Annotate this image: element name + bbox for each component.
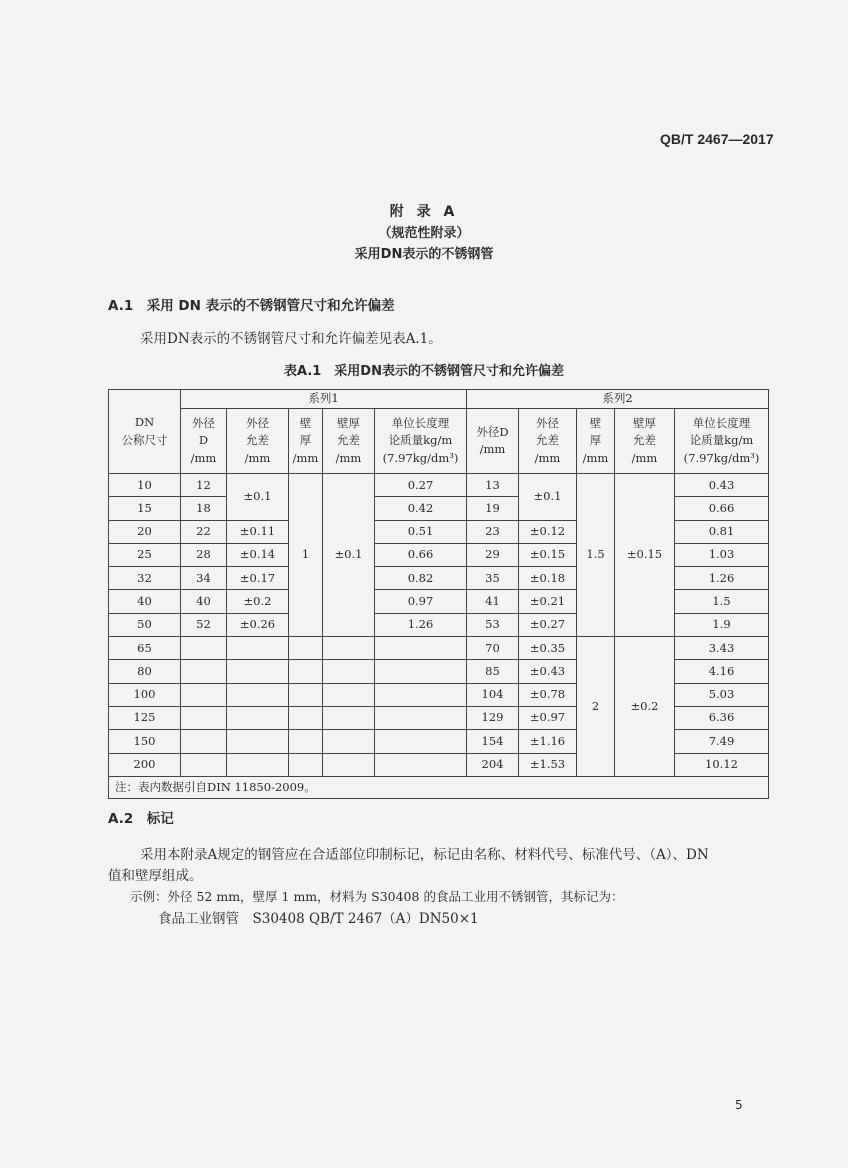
- cell-s1-tol: ±0.2: [227, 590, 289, 613]
- example-intro: 示例：外径 52 mm，壁厚 1 mm，材料为 S30408 的食品工业用不锈钢管，其标记为：: [130, 889, 624, 904]
- cell-s2-wall-tol: ±0.15: [615, 474, 675, 637]
- cell-s2-od: 104: [467, 683, 519, 706]
- header-s1-od: 外径 D /mm: [181, 409, 227, 474]
- header-s2-od: 外径D /mm: [467, 409, 519, 474]
- cell-empty: [375, 637, 467, 660]
- cell-s2-tol: ±0.18: [519, 567, 577, 590]
- cell-s2-tol: ±0.15: [519, 543, 577, 566]
- cell-empty: [181, 660, 227, 683]
- cell-dn: 20: [109, 520, 181, 543]
- cell-dn: 65: [109, 637, 181, 660]
- cell-s1-mass: 0.97: [375, 590, 467, 613]
- cell-s2-tol: ±0.78: [519, 683, 577, 706]
- cell-s1-wall-tol: ±0.1: [323, 474, 375, 637]
- appendix-title: 附 录 A: [389, 204, 459, 220]
- section-a1-text: 采用DN表示的不锈钢管尺寸和允许偏差见表A.1。: [140, 331, 442, 347]
- cell-s2-tol: ±0.21: [519, 590, 577, 613]
- cell-s2-tol: ±0.43: [519, 660, 577, 683]
- cell-empty: [323, 637, 375, 660]
- cell-empty: [375, 753, 467, 776]
- cell-s1-tol: ±0.14: [227, 543, 289, 566]
- cell-empty: [181, 706, 227, 729]
- cell-dn: 25: [109, 543, 181, 566]
- cell-s2-tol: ±0.97: [519, 706, 577, 729]
- cell-s2-tol: ±0.12: [519, 520, 577, 543]
- standard-number: QB/T 2467—2017: [660, 131, 774, 147]
- header-s1-wall-tol: 壁厚 允差 /mm: [323, 409, 375, 474]
- cell-empty: [323, 660, 375, 683]
- cell-s1-od: 22: [181, 520, 227, 543]
- table-row: [109, 474, 769, 497]
- cell-s2-mass: 5.03: [675, 683, 769, 706]
- cell-s2-od: 85: [467, 660, 519, 683]
- cell-s2-wall: 1.5: [577, 474, 615, 637]
- cell-s2-mass: 3.43: [675, 637, 769, 660]
- cell-empty: [375, 730, 467, 753]
- cell-empty: [227, 706, 289, 729]
- cell-empty: [323, 683, 375, 706]
- cell-s2-tol: ±0.1: [519, 474, 577, 521]
- cell-s1-mass: 0.51: [375, 520, 467, 543]
- example-mark: 食品工业钢管 S30408 QB/T 2467（A）DN50×1: [158, 911, 479, 927]
- cell-s2-mass: 1.5: [675, 590, 769, 613]
- table-caption: 表A.1 采用DN表示的不锈钢管尺寸和允许偏差: [284, 364, 564, 379]
- cell-dn: 100: [109, 683, 181, 706]
- cell-s1-od: 40: [181, 590, 227, 613]
- appendix-type: （规范性附录）: [378, 226, 470, 241]
- cell-empty: [227, 637, 289, 660]
- cell-s2-mass: 1.26: [675, 567, 769, 590]
- header-series2: 系列2: [467, 390, 769, 409]
- header-s2-mass: 单位长度理 论质量kg/m (7.97kg/dm³): [675, 409, 769, 474]
- cell-dn: 200: [109, 753, 181, 776]
- section-a2-text-line2: 值和壁厚组成。: [108, 868, 203, 884]
- cell-empty: [181, 637, 227, 660]
- cell-empty: [227, 660, 289, 683]
- cell-empty: [289, 706, 323, 729]
- cell-dn: 150: [109, 730, 181, 753]
- cell-s2-tol: ±1.16: [519, 730, 577, 753]
- cell-dn: 32: [109, 567, 181, 590]
- header-s2-wall-tol: 壁厚 允差 /mm: [615, 409, 675, 474]
- cell-s2-od: 204: [467, 753, 519, 776]
- cell-s2-od: 154: [467, 730, 519, 753]
- cell-s2-mass: 0.43: [675, 474, 769, 497]
- section-a2-heading: A.2 标记: [108, 811, 174, 827]
- cell-dn: 50: [109, 613, 181, 636]
- cell-s2-mass: 4.16: [675, 660, 769, 683]
- cell-s1-od: 34: [181, 567, 227, 590]
- cell-s2-tol: ±1.53: [519, 753, 577, 776]
- cell-s2-od: 129: [467, 706, 519, 729]
- cell-empty: [181, 753, 227, 776]
- table-note: 注：表内数据引自DIN 11850-2009。: [109, 777, 769, 799]
- cell-s1-od: 18: [181, 497, 227, 520]
- cell-empty: [227, 730, 289, 753]
- cell-empty: [323, 753, 375, 776]
- cell-empty: [289, 683, 323, 706]
- cell-s2-od: 13: [467, 474, 519, 497]
- cell-empty: [181, 730, 227, 753]
- dimension-table: [108, 389, 769, 799]
- cell-s2-od: 19: [467, 497, 519, 520]
- cell-s1-mass: 0.82: [375, 567, 467, 590]
- cell-s1-mass: 0.42: [375, 497, 467, 520]
- header-dn: DN 公称尺寸: [109, 390, 181, 474]
- cell-empty: [323, 730, 375, 753]
- cell-dn: 80: [109, 660, 181, 683]
- cell-empty: [181, 683, 227, 706]
- cell-empty: [289, 637, 323, 660]
- cell-empty: [227, 683, 289, 706]
- cell-s2-mass: 1.03: [675, 543, 769, 566]
- section-a2-text-line1: 采用本附录A规定的钢管应在合适部位印制标记，标记由名称、材料代号、标准代号、（A）、DN: [140, 847, 709, 863]
- cell-empty: [289, 660, 323, 683]
- cell-s2-od: 29: [467, 543, 519, 566]
- cell-empty: [289, 753, 323, 776]
- header-s1-mass: 单位长度理 论质量kg/m (7.97kg/dm³): [375, 409, 467, 474]
- cell-s2-od: 35: [467, 567, 519, 590]
- table-row: [109, 637, 769, 660]
- cell-s2-mass: 7.49: [675, 730, 769, 753]
- cell-empty: [375, 660, 467, 683]
- cell-s1-od: 12: [181, 474, 227, 497]
- cell-dn: 15: [109, 497, 181, 520]
- cell-s2-od: 70: [467, 637, 519, 660]
- cell-s2-mass: 10.12: [675, 753, 769, 776]
- cell-dn: 10: [109, 474, 181, 497]
- header-s1-wall: 壁 厚 /mm: [289, 409, 323, 474]
- cell-s1-tol: ±0.26: [227, 613, 289, 636]
- header-s1-od-tol: 外径 允差 /mm: [227, 409, 289, 474]
- cell-s1-mass: 0.27: [375, 474, 467, 497]
- cell-s1-mass: 1.26: [375, 613, 467, 636]
- appendix-name: 采用DN表示的不锈钢管: [354, 247, 494, 262]
- page-number: 5: [735, 1098, 743, 1112]
- header-s2-wall: 壁 厚 /mm: [577, 409, 615, 474]
- cell-s2-tol: ±0.27: [519, 613, 577, 636]
- cell-empty: [289, 730, 323, 753]
- cell-empty: [375, 706, 467, 729]
- header-series1: 系列1: [181, 390, 467, 409]
- cell-empty: [375, 683, 467, 706]
- cell-s1-tol: ±0.1: [227, 474, 289, 521]
- cell-s2-mass: 6.36: [675, 706, 769, 729]
- cell-dn: 40: [109, 590, 181, 613]
- cell-s2-wall-tol: ±0.2: [615, 637, 675, 777]
- cell-s1-mass: 0.66: [375, 543, 467, 566]
- cell-empty: [323, 706, 375, 729]
- cell-empty: [227, 753, 289, 776]
- cell-s1-od: 28: [181, 543, 227, 566]
- cell-s1-wall: 1: [289, 474, 323, 637]
- section-a1-heading: A.1 采用 DN 表示的不锈钢管尺寸和允许偏差: [108, 298, 395, 314]
- cell-s2-od: 41: [467, 590, 519, 613]
- header-s2-od-tol: 外径 允差 /mm: [519, 409, 577, 474]
- cell-s2-mass: 1.9: [675, 613, 769, 636]
- cell-s2-od: 23: [467, 520, 519, 543]
- cell-s1-tol: ±0.11: [227, 520, 289, 543]
- cell-s1-tol: ±0.17: [227, 567, 289, 590]
- cell-s2-tol: ±0.35: [519, 637, 577, 660]
- cell-s2-mass: 0.81: [675, 520, 769, 543]
- cell-dn: 125: [109, 706, 181, 729]
- cell-s1-od: 52: [181, 613, 227, 636]
- cell-s2-mass: 0.66: [675, 497, 769, 520]
- cell-s2-wall: 2: [577, 637, 615, 777]
- cell-s2-od: 53: [467, 613, 519, 636]
